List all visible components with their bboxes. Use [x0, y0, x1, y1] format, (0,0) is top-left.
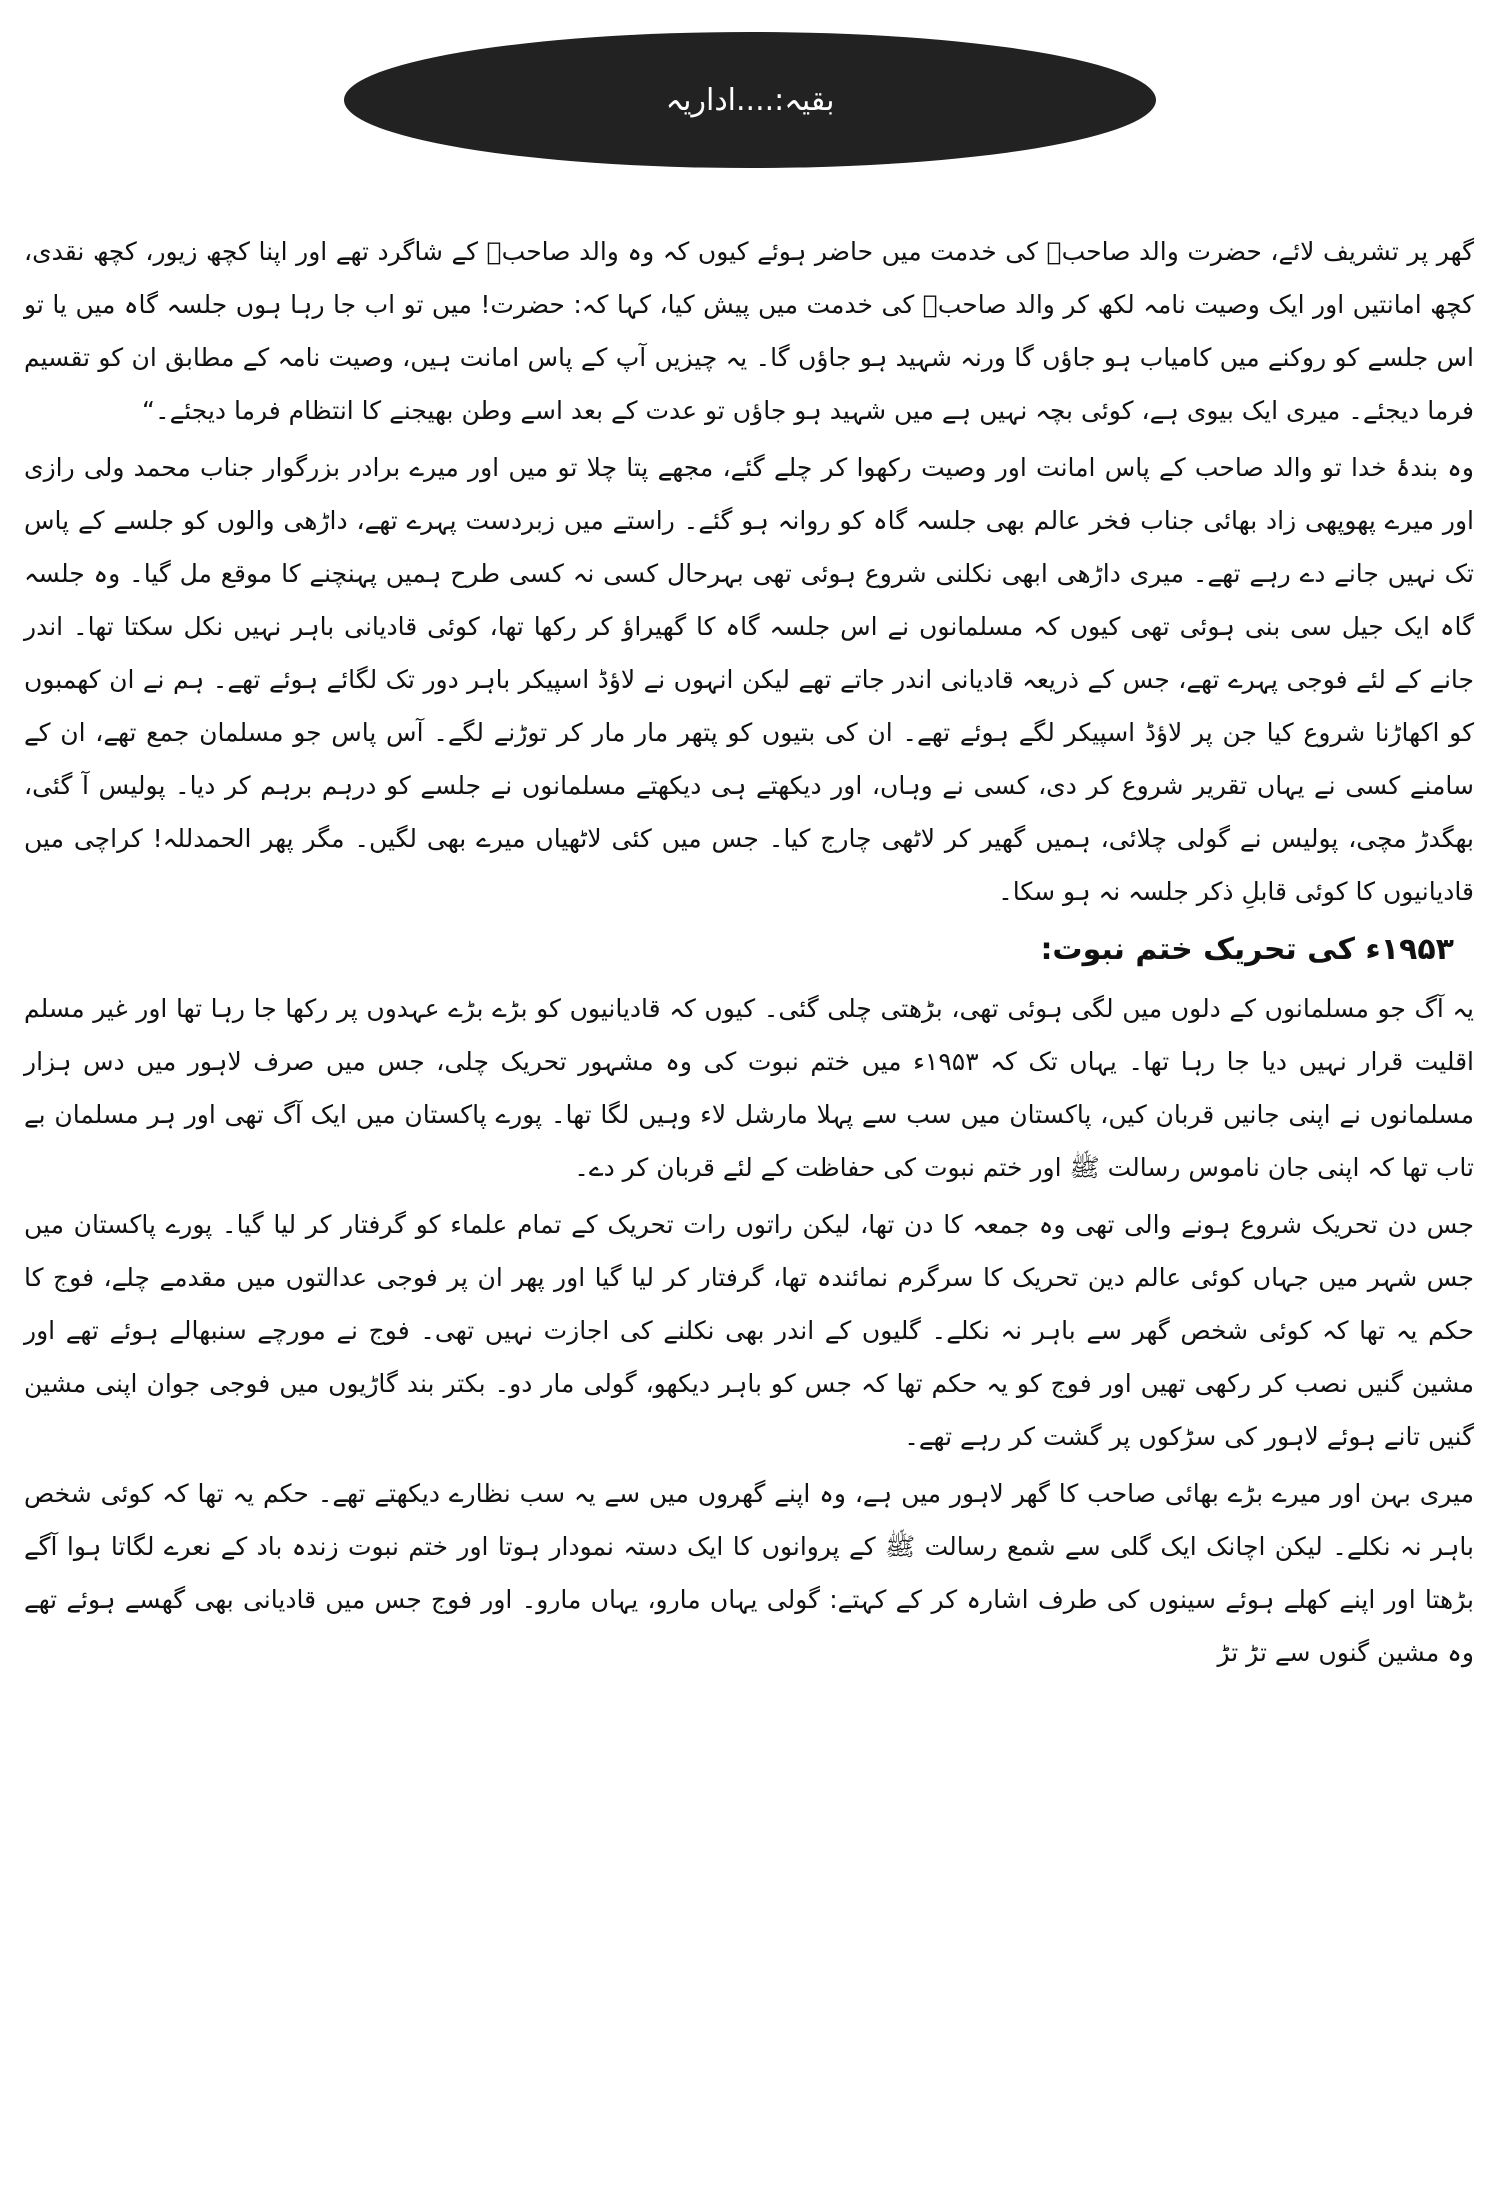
header-banner: [344, 32, 1156, 168]
paragraph-4: جس دن تحریک شروع ہونے والی تھی وہ جمعہ کا دن تھا، لیکن راتوں رات تحریک کے تمام علماء کو گرفتار کر لیا گیا۔ پورے پاکستان میں جس شہر میں جہاں کوئی عالم دین تحریک کا سرگرم نمائندہ تھا، گرفتار کر لیا گیا اور پھر ان پر فوجی عدالتوں میں مقدمے چلے، فوج کا حکم یہ تھا کہ کوئی شخص گھر سے باہر نہ نکلے۔ گلیوں کے اندر بھی نکلنے کی اجازت نہیں تھی۔ فوج نے مورچے سنبھالے ہوئے تھے اور مشین گنیں نصب کر رکھی تھیں اور فوج کو یہ حکم تھا کہ جس کو باہر دیکھو، گولی مار دو۔ بکتر بند گاڑیوں میں فوجی جوان اپنی مشین گنیں تانے ہوئے لاہور کی سڑکوں پر گشت کر رہے تھے۔: [24, 1210, 1474, 1451]
section-heading: ۱۹۵۳ء کی تحریک ختم نبوت:: [1040, 932, 1454, 967]
paragraph-1: گھر پر تشریف لائے، حضرت والد صاحبؒ کی خدمت میں حاضر ہوئے کیوں کہ وہ والد صاحبؒ کے شاگرد تھے اور اپنا کچھ زیور، کچھ نقدی، کچھ امانتیں اور ایک وصیت نامہ لکھ کر والد صاحبؒ کی خدمت میں پیش کیا، کہا کہ: حضرت! میں تو اب جا رہا ہوں جلسہ گاہ میں یا تو اس جلسے کو روکنے میں کامیاب ہو جاؤں گا ورنہ شہید ہو جاؤں گا۔ یہ چیزیں آپ کے پاس امانت ہیں، وصیت نامہ کے مطابق ان کو تقسیم فرما دیجئے۔ میری ایک بیوی ہے، کوئی بچہ نہیں ہے میں شہید ہو جاؤں تو عدت کے بعد اسے وطن بھیجنے کا انتظام فرما دیجئے۔“: [24, 237, 1474, 425]
paragraph-3: یہ آگ جو مسلمانوں کے دلوں میں لگی ہوئی تھی، بڑھتی چلی گئی۔ کیوں کہ قادیانیوں کو بڑے بڑے عہدوں پر رکھا جا رہا تھا اور غیر مسلم اقلیت قرار نہیں دیا جا رہا تھا۔ یہاں تک کہ ۱۹۵۳ء میں ختم نبوت کی وہ مشہور تحریک چلی، جس میں صرف لاہور میں دس ہزار مسلمانوں نے اپنی جانیں قربان کیں، پاکستان میں سب سے پہلا مارشل لاء وہیں لگا تھا۔ پورے پاکستان میں ایک آگ تھی اور ہر مسلمان بے تاب تھا کہ اپنی جان ناموس رسالت ﷺ اور ختم نبوت کی حفاظت کے لئے قربان کر دے۔: [24, 994, 1474, 1182]
paragraph-5: میری بہن اور میرے بڑے بھائی صاحب کا گھر لاہور میں ہے، وہ اپنے گھروں میں سے یہ سب نظارے دیکھتے تھے۔ حکم یہ تھا کہ کوئی شخص باہر نہ نکلے۔ لیکن اچانک ایک گلی سے شمع رسالت ﷺ کے پروانوں کا ایک دستہ نمودار ہوتا اور ختم نبوت زندہ باد کے نعرے لگاتا ہوا آگے بڑھتا اور اپنے کھلے ہوئے سینوں کی طرف اشارہ کر کے کہتے: گولی یہاں مارو، یہاں مارو۔ اور فوج جس میں قادیانی بھی گھسے ہوئے تھے وہ مشین گنوں سے تڑ تڑ: [24, 1479, 1474, 1667]
paragraph-2: وہ بندۂ خدا تو والد صاحب کے پاس امانت اور وصیت رکھوا کر چلے گئے، مجھے پتا چلا تو میں اور میرے برادر بزرگوار جناب محمد ولی رازی اور میرے پھوپھی زاد بھائی جناب فخر عالم بھی جلسہ گاہ کو روانہ ہو گئے۔ راستے میں زبردست پہرے تھے، داڑھی والوں کو جلسے کے پاس تک نہیں جانے دے رہے تھے۔ میری داڑھی ابھی نکلنی شروع ہوئی تھی بہرحال کسی نہ کسی طرح ہمیں پہنچنے کا موقع مل گیا۔ وہ جلسہ گاہ ایک جیل سی بنی ہوئی تھی کیوں کہ مسلمانوں نے اس جلسہ گاہ کا گھیراؤ کر رکھا تھا، کوئی قادیانی باہر نہیں نکل سکتا تھا۔ اندر جانے کے لئے فوجی پہرے تھے، جس کے ذریعہ قادیانی اندر جاتے تھے لیکن انہوں نے لاؤڈ اسپیکر باہر دور تک لگائے ہوئے تھے۔ ہم نے ان کھمبوں کو اکھاڑنا شروع کیا جن پر لاؤڈ اسپیکر لگے ہوئے تھے۔ ان کی بتیوں کو پتھر مار مار کر توڑنے لگے۔ آس پاس جو مسلمان جمع تھے، ان کے سامنے کسی نے یہاں تقریر شروع کر دی، کسی نے وہاں، اور دیکھتے ہی دیکھتے مسلمانوں نے جلسے کو درہم برہم کر دیا۔ پولیس آ گئی، بھگدڑ مچی، پولیس نے گولی چلائی، ہمیں گھیر کر لاٹھی چارج کیا۔ جس میں کئی لاٹھیاں میرے بھی لگیں۔ مگر پھر الحمدللہ! کراچی میں قادیانیوں کا کوئی قابلِ ذکر جلسہ نہ ہو سکا۔: [24, 453, 1474, 906]
header-title: بقیہ:....اداریہ: [665, 82, 835, 118]
article-body: [24, 225, 1474, 1683]
